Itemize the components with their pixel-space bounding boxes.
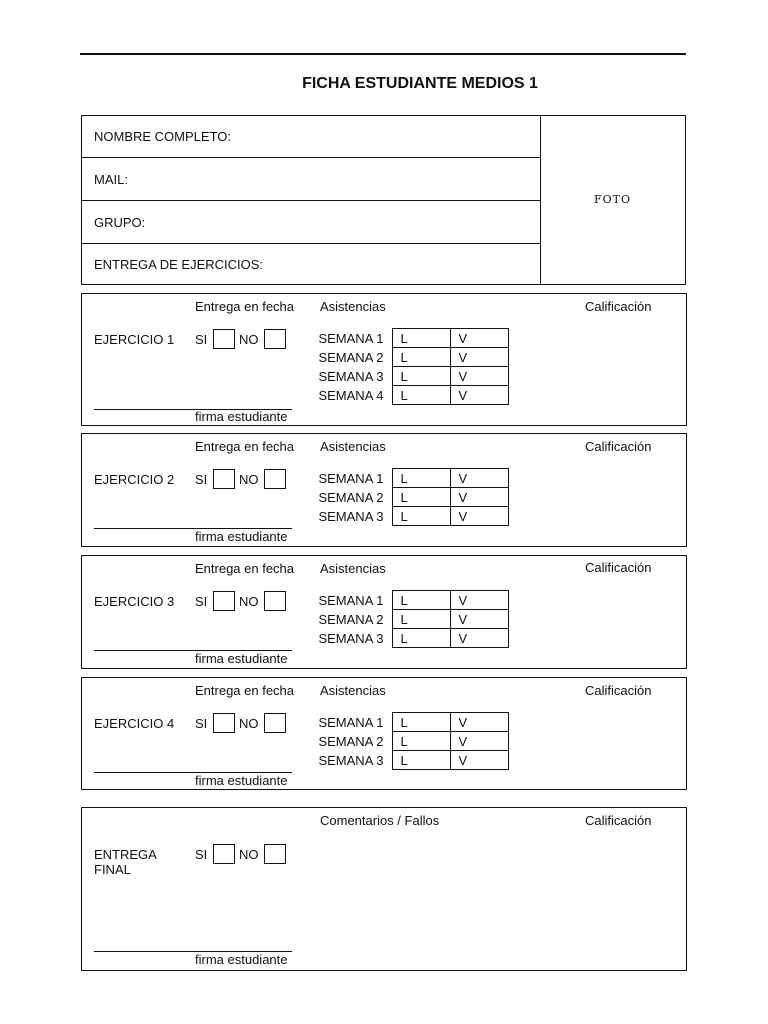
attendance-header: Asistencias bbox=[320, 299, 386, 314]
week-label: SEMANA 4 bbox=[318, 387, 384, 403]
attendance-table bbox=[316, 468, 509, 526]
comments-area[interactable] bbox=[320, 838, 580, 948]
yes-checkbox[interactable] bbox=[213, 469, 235, 489]
week-label: SEMANA 1 bbox=[318, 714, 384, 730]
week-row bbox=[316, 713, 508, 732]
attendance-v-cell[interactable]: V bbox=[450, 488, 508, 507]
week-label: SEMANA 2 bbox=[318, 349, 384, 365]
comments-header: Comentarios / Fallos bbox=[320, 813, 440, 828]
on-time-header: Entrega en fecha bbox=[195, 683, 295, 698]
week-label: SEMANA 3 bbox=[318, 752, 384, 768]
attendance-l-cell[interactable]: L bbox=[392, 507, 450, 526]
grade-header: Calificación bbox=[585, 439, 652, 454]
full-name-field[interactable]: NOMBRE COMPLETO: bbox=[82, 116, 540, 158]
exercise-name: EJERCICIO 1 bbox=[94, 332, 175, 347]
yes-label: SI bbox=[195, 472, 208, 487]
week-label: SEMANA 1 bbox=[318, 330, 384, 346]
signature-label: firma estudiante bbox=[195, 651, 288, 666]
attendance-l-cell[interactable]: L bbox=[392, 386, 450, 405]
yes-checkbox[interactable] bbox=[213, 713, 235, 733]
exercise-name: EJERCICIO 3 bbox=[94, 594, 175, 609]
week-label: SEMANA 3 bbox=[318, 630, 384, 646]
attendance-table bbox=[316, 590, 509, 648]
week-row bbox=[316, 591, 508, 610]
no-checkbox[interactable] bbox=[264, 844, 286, 864]
attendance-header: Asistencias bbox=[320, 561, 386, 576]
week-label: SEMANA 3 bbox=[318, 508, 384, 524]
on-time-header: Entrega en fecha bbox=[195, 561, 295, 576]
attendance-l-cell[interactable]: L bbox=[392, 713, 450, 732]
final-label-line-1: ENTREGA bbox=[94, 847, 157, 862]
student-fields bbox=[82, 116, 541, 284]
on-time-header: Entrega en fecha bbox=[195, 439, 295, 454]
week-row bbox=[316, 629, 508, 648]
no-checkbox[interactable] bbox=[264, 591, 286, 611]
attendance-v-cell[interactable]: V bbox=[450, 386, 508, 405]
yes-checkbox[interactable] bbox=[213, 844, 235, 864]
week-label: SEMANA 2 bbox=[318, 489, 384, 505]
exercise-block-1 bbox=[81, 293, 687, 426]
attendance-v-cell[interactable]: V bbox=[450, 713, 508, 732]
attendance-l-cell[interactable]: L bbox=[392, 751, 450, 770]
week-label: SEMANA 1 bbox=[318, 592, 384, 608]
yes-checkbox[interactable] bbox=[213, 591, 235, 611]
final-delivery-block bbox=[81, 807, 687, 971]
week-row bbox=[316, 348, 508, 367]
exercise-name: EJERCICIO 4 bbox=[94, 716, 175, 731]
week-row bbox=[316, 469, 508, 488]
attendance-l-cell[interactable]: L bbox=[392, 629, 450, 648]
exercises-delivery-field[interactable]: ENTREGA DE EJERCICIOS: bbox=[94, 257, 264, 272]
attendance-l-cell[interactable]: L bbox=[392, 610, 450, 629]
on-time-header: Entrega en fecha bbox=[195, 299, 295, 314]
attendance-l-cell[interactable]: L bbox=[392, 488, 450, 507]
no-checkbox[interactable] bbox=[264, 713, 286, 733]
attendance-v-cell[interactable]: V bbox=[450, 610, 508, 629]
attendance-v-cell[interactable]: V bbox=[450, 751, 508, 770]
attendance-v-cell[interactable]: V bbox=[450, 469, 508, 488]
attendance-l-cell[interactable]: L bbox=[392, 591, 450, 610]
signature-label: firma estudiante bbox=[195, 409, 288, 424]
grade-header: Calificación bbox=[585, 813, 652, 828]
attendance-header: Asistencias bbox=[320, 683, 386, 698]
photo-box: FOTO bbox=[593, 193, 631, 206]
final-label-line-2: FINAL bbox=[94, 862, 131, 877]
week-label: SEMANA 2 bbox=[318, 611, 384, 627]
attendance-l-cell[interactable]: L bbox=[392, 348, 450, 367]
attendance-v-cell[interactable]: V bbox=[450, 348, 508, 367]
yes-label: SI bbox=[195, 716, 208, 731]
attendance-table bbox=[316, 328, 509, 405]
attendance-v-cell[interactable]: V bbox=[450, 367, 508, 386]
week-row bbox=[316, 329, 508, 348]
grade-header: Calificación bbox=[585, 299, 652, 314]
week-row bbox=[316, 732, 508, 751]
attendance-v-cell[interactable]: V bbox=[450, 732, 508, 751]
student-info-box bbox=[81, 115, 686, 285]
week-label: SEMANA 3 bbox=[318, 368, 384, 384]
attendance-v-cell[interactable]: V bbox=[450, 591, 508, 610]
grade-header: Calificación bbox=[585, 560, 652, 575]
exercise-block-4 bbox=[81, 677, 687, 790]
week-row bbox=[316, 610, 508, 629]
yes-label: SI bbox=[195, 847, 208, 862]
attendance-l-cell[interactable]: L bbox=[392, 469, 450, 488]
attendance-l-cell[interactable]: L bbox=[392, 732, 450, 751]
exercise-block-2 bbox=[81, 433, 687, 547]
week-row bbox=[316, 367, 508, 386]
exercise-block-3 bbox=[81, 555, 687, 669]
attendance-l-cell[interactable]: L bbox=[392, 329, 450, 348]
week-label: SEMANA 1 bbox=[318, 470, 384, 486]
mail-field[interactable]: MAIL: bbox=[82, 159, 540, 201]
week-row bbox=[316, 751, 508, 770]
no-label: NO bbox=[239, 472, 259, 487]
final-delivery-label bbox=[94, 847, 157, 877]
no-checkbox[interactable] bbox=[264, 469, 286, 489]
signature-label: firma estudiante bbox=[195, 952, 288, 967]
no-label: NO bbox=[239, 716, 259, 731]
no-label: NO bbox=[239, 847, 259, 862]
exercise-name: EJERCICIO 2 bbox=[94, 472, 175, 487]
yes-label: SI bbox=[195, 332, 208, 347]
week-row bbox=[316, 386, 508, 405]
attendance-v-cell[interactable]: V bbox=[450, 507, 508, 526]
signature-label: firma estudiante bbox=[195, 773, 288, 788]
no-label: NO bbox=[239, 332, 259, 347]
week-row bbox=[316, 507, 508, 526]
attendance-table bbox=[316, 712, 509, 770]
page-title: FICHA ESTUDIANTE MEDIOS 1 bbox=[302, 75, 538, 92]
no-label: NO bbox=[239, 594, 259, 609]
attendance-header: Asistencias bbox=[320, 439, 386, 454]
yes-checkbox[interactable] bbox=[213, 329, 235, 349]
attendance-l-cell[interactable]: L bbox=[392, 367, 450, 386]
signature-label: firma estudiante bbox=[195, 529, 288, 544]
top-rule bbox=[80, 53, 686, 55]
week-label: SEMANA 2 bbox=[318, 733, 384, 749]
week-row bbox=[316, 488, 508, 507]
attendance-v-cell[interactable]: V bbox=[450, 629, 508, 648]
no-checkbox[interactable] bbox=[264, 329, 286, 349]
grade-header: Calificación bbox=[585, 683, 652, 698]
yes-label: SI bbox=[195, 594, 208, 609]
attendance-v-cell[interactable]: V bbox=[450, 329, 508, 348]
group-field[interactable]: GRUPO: bbox=[82, 202, 540, 244]
